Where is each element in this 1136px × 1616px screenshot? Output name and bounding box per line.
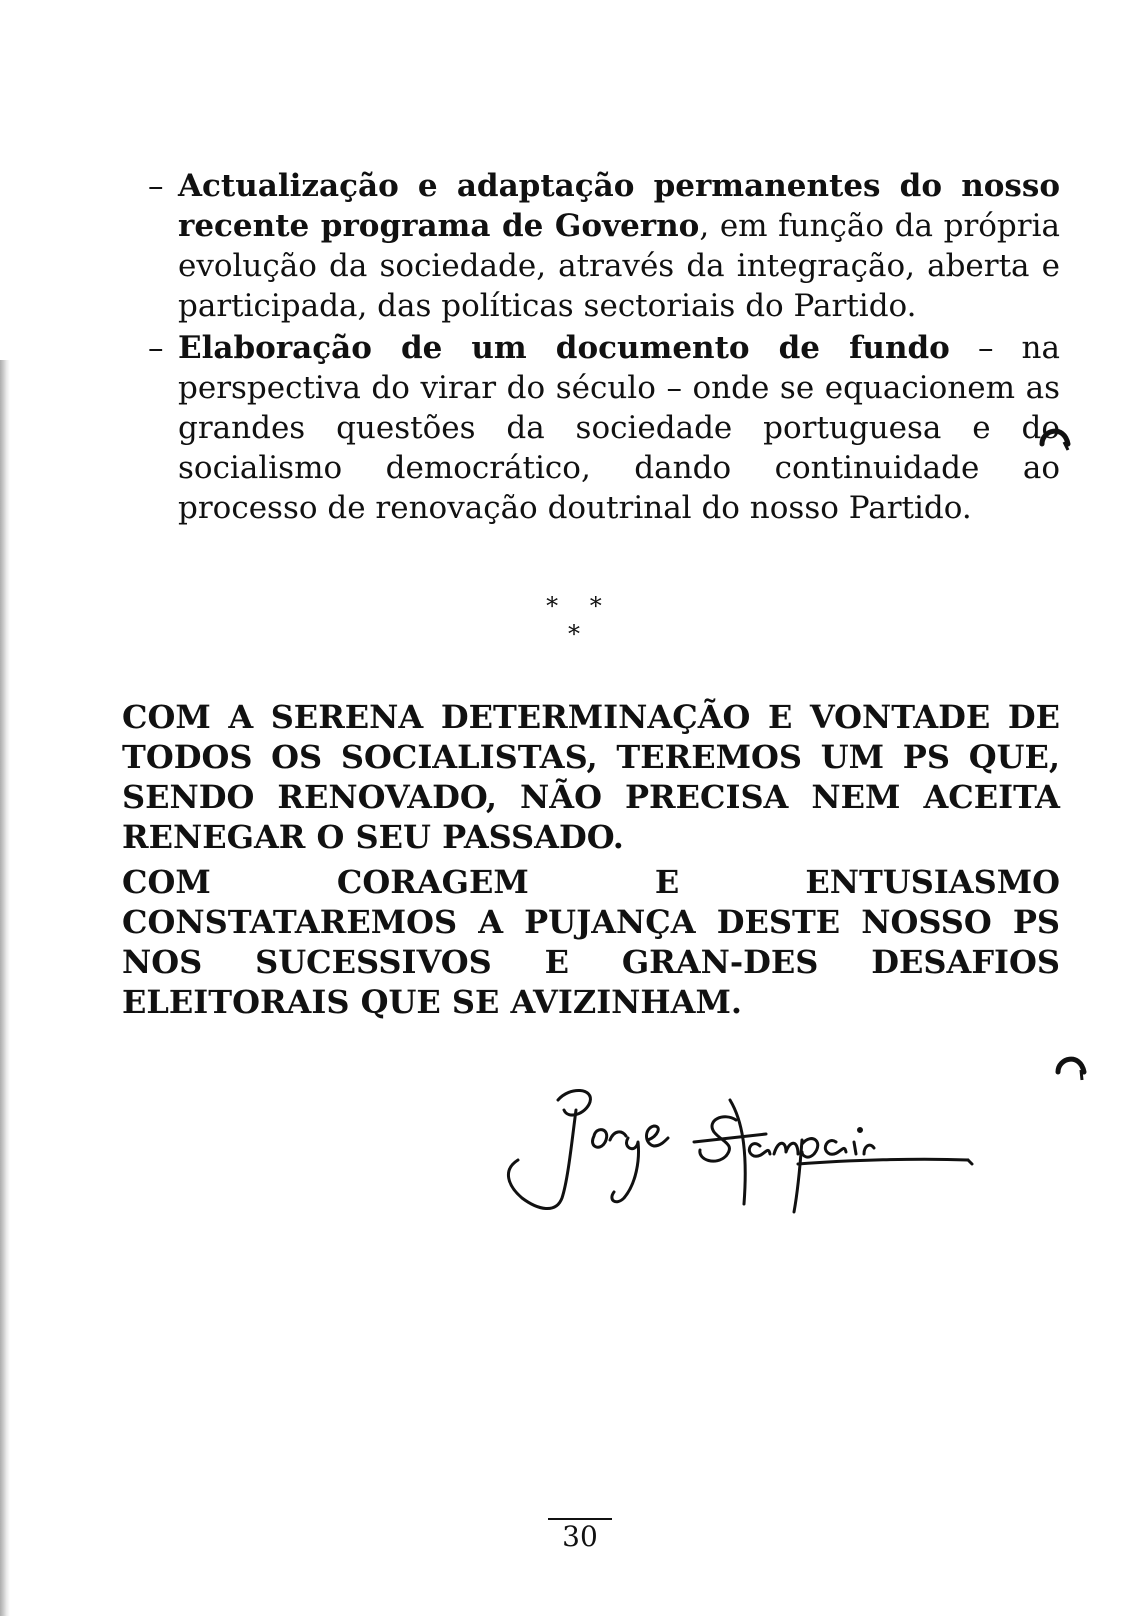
bullet-item (148, 166, 1060, 326)
handwritten-signature-icon (498, 1080, 998, 1240)
binding-hole-mark-icon (1038, 420, 1072, 454)
binding-hole-mark-icon (1054, 1048, 1088, 1082)
bullet-item-text (178, 328, 1060, 528)
section-separator: * * * (546, 592, 614, 648)
bullet-item (148, 328, 1060, 528)
bullet-dash: – (148, 330, 164, 366)
bullet-item-rest: – na perspectiva do virar do século – onde se equacionem as grandes questões da sociedade portuguesa e do socialismo democrático, dando continuidade ao processo de renovação doutrinal do nosso Partido. (178, 330, 1060, 526)
bullet-item-rest: , em função da própria evolução da sociedade, através da integração, aberta e participada, das políticas sectoriais do Partido. (178, 208, 1060, 324)
bullet-item-text (178, 166, 1060, 326)
closing-statement: COM CORAGEM E ENTUSIASMO CONSTATAREMOS A PUJANÇA DESTE NOSSO PS NOS SUCESSIVOS E GRAN-DES DESAFIOS ELEITORAIS QUE SE AVIZINHAM. (122, 863, 1060, 1021)
scan-edge-shadow (0, 360, 10, 1616)
closing-statement: COM A SERENA DETERMINAÇÃO E VONTADE DE TODOS OS SOCIALISTAS, TEREMOS UM PS QUE, SENDO RENOVADO, NÃO PRECISA NEM ACEITA RENEGAR O SEU PASSADO. (122, 698, 1060, 856)
bullet-item-bold: Elaboração de um documento de fundo (178, 330, 950, 366)
bullet-item-bold: Actualização e adaptação permanentes do nosso recente programa de Governo (178, 168, 1060, 244)
page-number: 30 (548, 1518, 612, 1554)
bullet-dash: – (148, 168, 164, 204)
